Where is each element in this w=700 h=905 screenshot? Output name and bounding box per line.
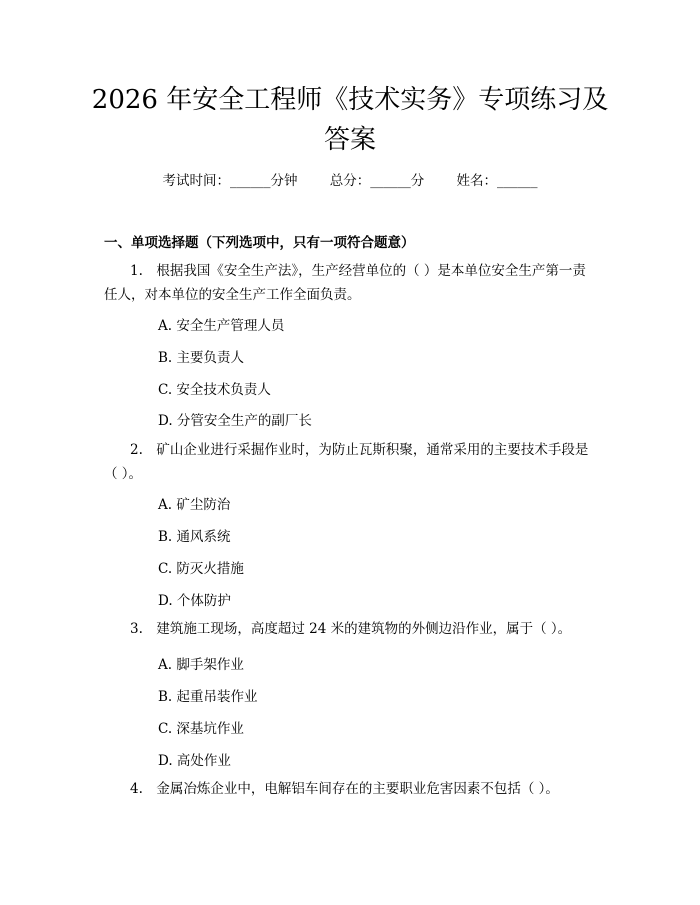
exam-score: 总分：______分: [329, 173, 425, 189]
q3-option-c: C. 深基坑作业: [158, 721, 244, 737]
q2-option-c: C. 防灭火措施: [158, 561, 244, 577]
question-1: 1. 根据我国《安全生产法》，生产经营单位的（ ）是本单位安全生产第一责任人，对本单位的安全生产工作全面负责。: [104, 263, 586, 303]
q1-option-d: D. 分管安全生产的副厂长: [158, 413, 312, 429]
title-line-1: 2026 年安全工程师《技术实务》专项练习及: [91, 85, 609, 115]
exam-meta: [0, 169, 700, 189]
section-title: 一、单项选择题（下列选项中，只有一项符合题意）: [104, 235, 415, 251]
document-title: [0, 80, 700, 160]
q3-option-a: A. 脚手架作业: [158, 657, 244, 673]
question-4: 4. 金属冶炼企业中，电解铝车间存在的主要职业危害因素不包括（ ）。: [130, 781, 559, 797]
q1-option-a: A. 安全生产管理人员: [158, 318, 285, 334]
q1-option-b: B. 主要负责人: [158, 350, 245, 366]
exam-name: 姓名：______: [456, 173, 538, 189]
q3-option-d: D. 高处作业: [158, 753, 231, 769]
question-2: 2. 矿山企业进行采掘作业时，为防止瓦斯积聚，通常采用的主要技术手段是（ ）。: [104, 442, 589, 482]
q2-option-d: D. 个体防护: [158, 593, 231, 609]
q3-option-b: B. 起重吊装作业: [158, 689, 258, 705]
q1-option-c: C. 安全技术负责人: [158, 382, 271, 398]
exam-time: 考试时间：______分钟: [162, 173, 298, 189]
title-line-2: 答案: [323, 125, 376, 155]
question-3: 3. 建筑施工现场，高度超过 24 米的建筑物的外侧边沿作业，属于（ ）。: [130, 621, 572, 637]
q2-option-b: B. 通风系统: [158, 529, 231, 545]
q2-option-a: A. 矿尘防治: [158, 497, 231, 513]
